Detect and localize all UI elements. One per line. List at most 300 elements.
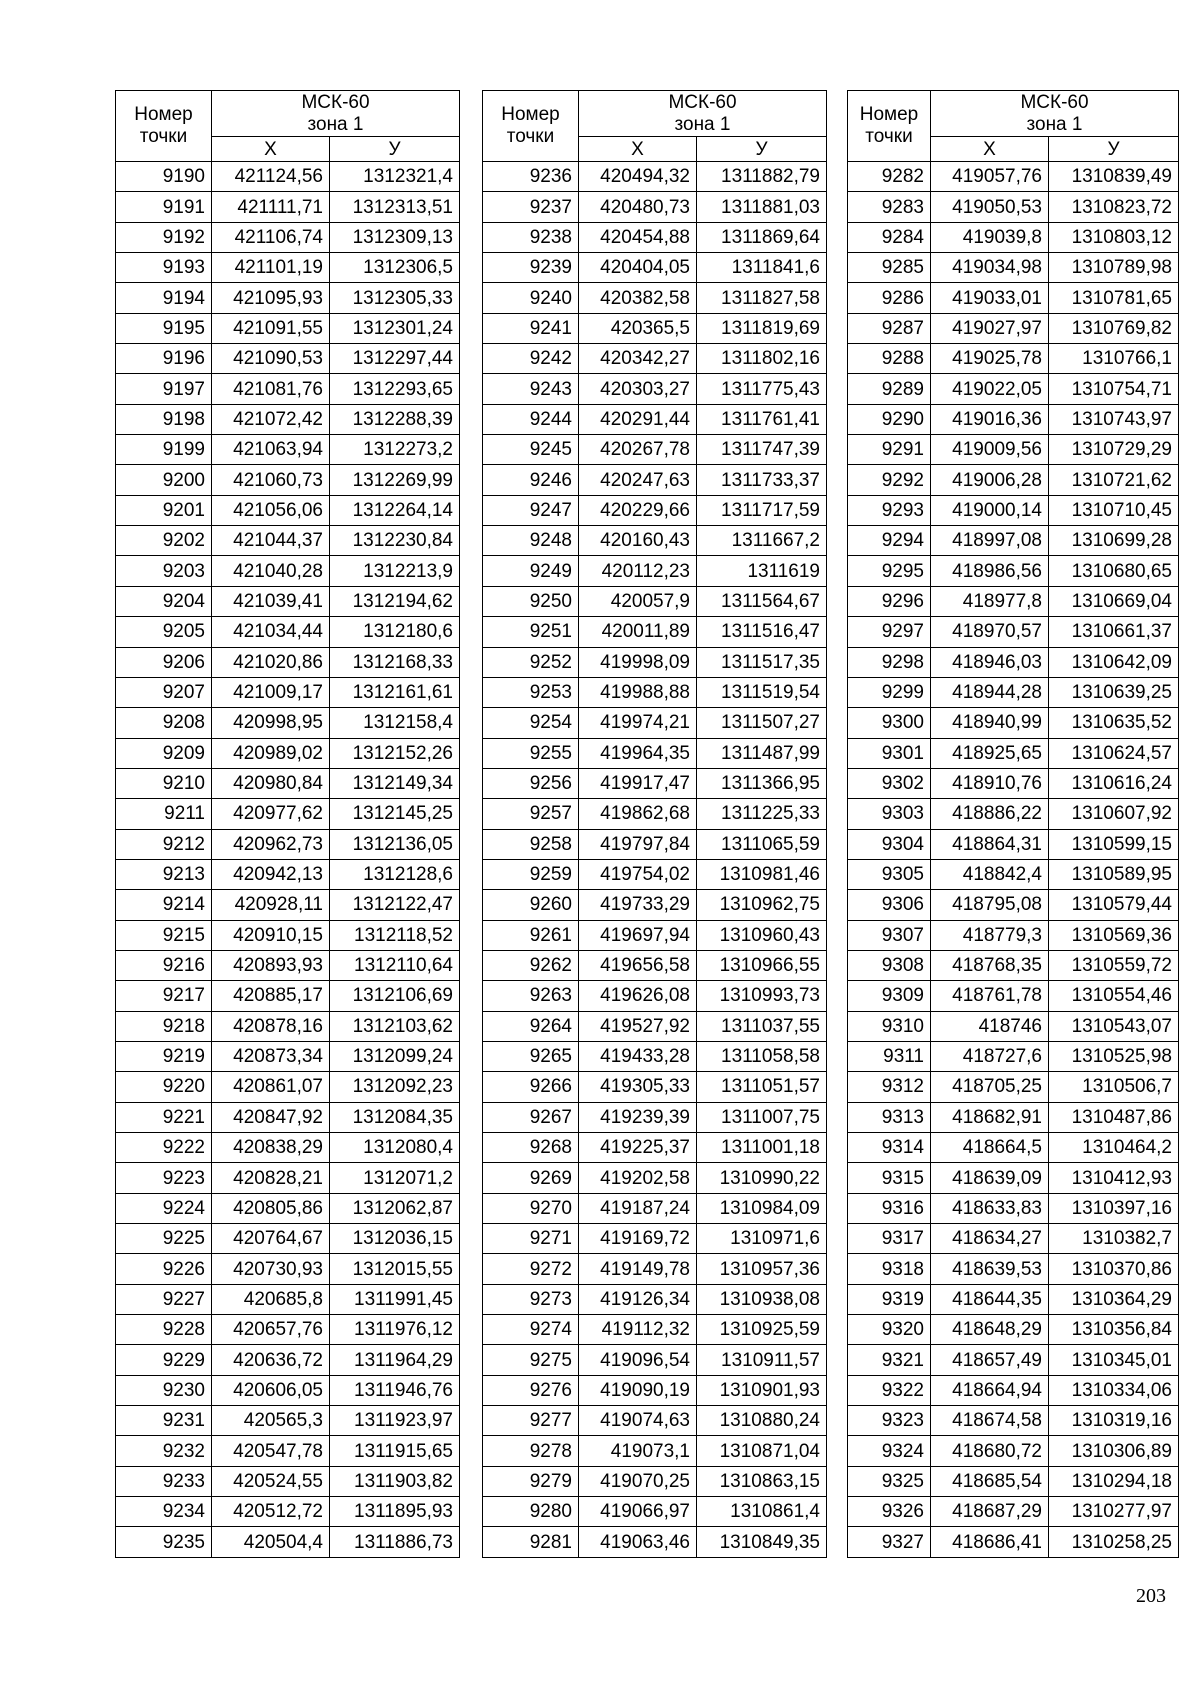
point-number-cell: 9326 — [848, 1497, 931, 1527]
table-row — [483, 1072, 827, 1102]
y-coordinate-cell: 1310849,35 — [697, 1527, 827, 1557]
point-number-cell: 9198 — [116, 404, 212, 434]
table-row — [848, 313, 1179, 343]
table-row — [483, 890, 827, 920]
y-coordinate-cell: 1311976,12 — [330, 1315, 460, 1345]
y-coordinate-cell: 1311802,16 — [697, 344, 827, 374]
table-row — [483, 313, 827, 343]
point-number-cell: 9291 — [848, 435, 931, 465]
x-coordinate-cell: 420160,43 — [579, 526, 697, 556]
table-row — [848, 920, 1179, 950]
y-coordinate-cell: 1312062,87 — [330, 1193, 460, 1223]
point-number-header-label: Номер точки — [859, 104, 919, 147]
x-coordinate-cell: 418886,22 — [931, 799, 1049, 829]
point-number-cell: 9232 — [116, 1436, 212, 1466]
y-coordinate-cell: 1310258,25 — [1049, 1527, 1179, 1557]
x-coordinate-cell: 420828,21 — [212, 1163, 330, 1193]
y-coordinate-cell: 1312122,47 — [330, 890, 460, 920]
x-coordinate-cell: 418727,6 — [931, 1041, 1049, 1071]
table-row — [483, 920, 827, 950]
point-number-cell: 9265 — [483, 1041, 579, 1071]
table-row — [116, 1072, 460, 1102]
y-coordinate-cell: 1310412,93 — [1049, 1163, 1179, 1193]
y-coordinate-cell: 1312118,52 — [330, 920, 460, 950]
table-row — [848, 1375, 1179, 1405]
x-coordinate-cell: 419149,78 — [579, 1254, 697, 1284]
table-body — [848, 162, 1179, 1558]
y-coordinate-cell: 1312180,6 — [330, 617, 460, 647]
y-coordinate-cell: 1310554,46 — [1049, 981, 1179, 1011]
table-row — [848, 647, 1179, 677]
x-coordinate-cell: 419096,54 — [579, 1345, 697, 1375]
point-number-cell: 9229 — [116, 1345, 212, 1375]
y-coordinate-cell: 1311903,82 — [330, 1466, 460, 1496]
y-coordinate-cell: 1312305,33 — [330, 283, 460, 313]
y-coordinate-cell: 1310370,86 — [1049, 1254, 1179, 1284]
x-coordinate-cell: 418664,5 — [931, 1133, 1049, 1163]
y-coordinate-cell: 1310616,24 — [1049, 768, 1179, 798]
point-number-cell: 9247 — [483, 495, 579, 525]
point-number-cell: 9244 — [483, 404, 579, 434]
table-row — [116, 192, 460, 222]
x-coordinate-cell: 420657,76 — [212, 1315, 330, 1345]
y-coordinate-cell: 1312293,65 — [330, 374, 460, 404]
table-row — [848, 1284, 1179, 1314]
x-coordinate-cell: 420838,29 — [212, 1133, 330, 1163]
x-coordinate-cell: 421039,41 — [212, 586, 330, 616]
table-row — [848, 1436, 1179, 1466]
x-coordinate-cell: 419626,08 — [579, 981, 697, 1011]
x-coordinate-cell: 419066,97 — [579, 1497, 697, 1527]
y-coordinate-cell: 1310966,55 — [697, 950, 827, 980]
table-row — [483, 374, 827, 404]
point-number-cell: 9212 — [116, 829, 212, 859]
y-coordinate-cell: 1310880,24 — [697, 1406, 827, 1436]
y-coordinate-cell: 1312269,99 — [330, 465, 460, 495]
y-column-header: У — [330, 137, 460, 162]
table-row — [848, 465, 1179, 495]
x-coordinate-cell: 419862,68 — [579, 799, 697, 829]
x-coordinate-cell: 418795,08 — [931, 890, 1049, 920]
y-coordinate-cell: 1312301,24 — [330, 313, 460, 343]
y-coordinate-cell: 1310277,97 — [1049, 1497, 1179, 1527]
y-coordinate-cell: 1310925,59 — [697, 1315, 827, 1345]
y-coordinate-cell: 1310356,84 — [1049, 1315, 1179, 1345]
point-number-cell: 9306 — [848, 890, 931, 920]
point-number-cell: 9323 — [848, 1406, 931, 1436]
table-row — [483, 1163, 827, 1193]
point-number-cell: 9259 — [483, 859, 579, 889]
x-coordinate-cell: 418970,57 — [931, 617, 1049, 647]
table-row — [483, 1375, 827, 1405]
y-coordinate-cell: 1310680,65 — [1049, 556, 1179, 586]
y-coordinate-cell: 1310699,28 — [1049, 526, 1179, 556]
y-coordinate-cell: 1310635,52 — [1049, 708, 1179, 738]
point-number-cell: 9275 — [483, 1345, 579, 1375]
point-number-cell: 9300 — [848, 708, 931, 738]
y-coordinate-cell: 1310861,4 — [697, 1497, 827, 1527]
x-coordinate-cell: 419074,63 — [579, 1406, 697, 1436]
x-coordinate-cell: 419027,97 — [931, 313, 1049, 343]
x-coordinate-cell: 419112,32 — [579, 1315, 697, 1345]
point-number-cell: 9311 — [848, 1041, 931, 1071]
table-row — [116, 950, 460, 980]
point-number-cell: 9221 — [116, 1102, 212, 1132]
crs-header — [931, 91, 1179, 137]
point-number-cell: 9195 — [116, 313, 212, 343]
point-number-cell: 9228 — [116, 1315, 212, 1345]
point-number-cell: 9298 — [848, 647, 931, 677]
point-number-header — [116, 91, 212, 162]
y-coordinate-cell: 1311007,75 — [697, 1102, 827, 1132]
table-row — [116, 1193, 460, 1223]
point-number-cell: 9254 — [483, 708, 579, 738]
y-coordinate-cell: 1312128,6 — [330, 859, 460, 889]
x-coordinate-cell: 421060,73 — [212, 465, 330, 495]
x-coordinate-cell: 418644,35 — [931, 1284, 1049, 1314]
coordinates-table-3 — [847, 90, 1179, 1558]
y-coordinate-cell: 1310729,29 — [1049, 435, 1179, 465]
y-coordinate-cell: 1311564,67 — [697, 586, 827, 616]
x-coordinate-cell: 421101,19 — [212, 253, 330, 283]
point-number-cell: 9190 — [116, 162, 212, 192]
point-number-cell: 9309 — [848, 981, 931, 1011]
y-coordinate-cell: 1310743,97 — [1049, 404, 1179, 434]
x-coordinate-cell: 418925,65 — [931, 738, 1049, 768]
y-coordinate-cell: 1310823,72 — [1049, 192, 1179, 222]
table-row — [848, 1466, 1179, 1496]
x-coordinate-cell: 421056,06 — [212, 495, 330, 525]
point-number-cell: 9250 — [483, 586, 579, 616]
table-row — [848, 283, 1179, 313]
table-row — [483, 586, 827, 616]
table-row — [116, 1315, 460, 1345]
x-coordinate-cell: 420730,93 — [212, 1254, 330, 1284]
point-number-cell: 9209 — [116, 738, 212, 768]
point-number-header — [483, 91, 579, 162]
y-coordinate-cell: 1312015,55 — [330, 1254, 460, 1284]
y-coordinate-cell: 1311487,99 — [697, 738, 827, 768]
point-number-cell: 9210 — [116, 768, 212, 798]
x-coordinate-cell: 420998,95 — [212, 708, 330, 738]
table-row — [483, 222, 827, 252]
x-column-header: Х — [931, 137, 1049, 162]
y-coordinate-cell: 1310911,57 — [697, 1345, 827, 1375]
y-coordinate-cell: 1312152,26 — [330, 738, 460, 768]
table-row — [848, 1497, 1179, 1527]
x-coordinate-cell: 419126,34 — [579, 1284, 697, 1314]
point-number-cell: 9224 — [116, 1193, 212, 1223]
y-coordinate-cell: 1310464,2 — [1049, 1133, 1179, 1163]
point-number-cell: 9318 — [848, 1254, 931, 1284]
y-coordinate-cell: 1310589,95 — [1049, 859, 1179, 889]
y-coordinate-cell: 1310543,07 — [1049, 1011, 1179, 1041]
point-number-cell: 9219 — [116, 1041, 212, 1071]
x-coordinate-cell: 418674,58 — [931, 1406, 1049, 1436]
table-row — [483, 1527, 827, 1557]
table-row — [483, 1284, 827, 1314]
point-number-cell: 9258 — [483, 829, 579, 859]
x-coordinate-cell: 419988,88 — [579, 677, 697, 707]
x-coordinate-cell: 420962,73 — [212, 829, 330, 859]
x-coordinate-cell: 418977,8 — [931, 586, 1049, 616]
y-coordinate-cell: 1310642,09 — [1049, 647, 1179, 677]
x-coordinate-cell: 419033,01 — [931, 283, 1049, 313]
table-row — [483, 981, 827, 1011]
table-row — [116, 495, 460, 525]
point-number-cell: 9317 — [848, 1224, 931, 1254]
point-number-cell: 9304 — [848, 829, 931, 859]
y-coordinate-cell: 1311733,37 — [697, 465, 827, 495]
x-coordinate-cell: 421106,74 — [212, 222, 330, 252]
crs-header — [212, 91, 460, 137]
table-row — [848, 950, 1179, 980]
table-row — [848, 859, 1179, 889]
table-row — [848, 192, 1179, 222]
point-number-cell: 9297 — [848, 617, 931, 647]
x-coordinate-cell: 420885,17 — [212, 981, 330, 1011]
table-row — [483, 435, 827, 465]
y-coordinate-cell: 1310364,29 — [1049, 1284, 1179, 1314]
x-coordinate-cell: 420910,15 — [212, 920, 330, 950]
x-coordinate-cell: 420267,78 — [579, 435, 697, 465]
table-row — [848, 677, 1179, 707]
x-coordinate-cell: 419187,24 — [579, 1193, 697, 1223]
table-row — [116, 283, 460, 313]
table-row — [116, 1284, 460, 1314]
x-coordinate-cell: 421009,17 — [212, 677, 330, 707]
y-coordinate-cell: 1310863,15 — [697, 1466, 827, 1496]
y-coordinate-cell: 1310993,73 — [697, 981, 827, 1011]
y-column-header: У — [1049, 137, 1179, 162]
x-coordinate-cell: 421063,94 — [212, 435, 330, 465]
x-coordinate-cell: 420057,9 — [579, 586, 697, 616]
point-number-cell: 9241 — [483, 313, 579, 343]
y-coordinate-cell: 1310962,75 — [697, 890, 827, 920]
table-row — [848, 829, 1179, 859]
point-number-cell: 9204 — [116, 586, 212, 616]
table-row — [483, 1193, 827, 1223]
x-coordinate-cell: 418648,29 — [931, 1315, 1049, 1345]
y-coordinate-cell: 1311037,55 — [697, 1011, 827, 1041]
x-coordinate-cell: 419433,28 — [579, 1041, 697, 1071]
x-coordinate-cell: 420685,8 — [212, 1284, 330, 1314]
x-coordinate-cell: 419239,39 — [579, 1102, 697, 1132]
y-coordinate-cell: 1311946,76 — [330, 1375, 460, 1405]
y-coordinate-cell: 1311895,93 — [330, 1497, 460, 1527]
y-coordinate-cell: 1311841,6 — [697, 253, 827, 283]
y-coordinate-cell: 1310334,06 — [1049, 1375, 1179, 1405]
x-coordinate-cell: 418986,56 — [931, 556, 1049, 586]
x-coordinate-cell: 420480,73 — [579, 192, 697, 222]
point-number-cell: 9211 — [116, 799, 212, 829]
x-coordinate-cell: 418946,03 — [931, 647, 1049, 677]
point-number-cell: 9220 — [116, 1072, 212, 1102]
x-coordinate-cell: 420247,63 — [579, 465, 697, 495]
y-coordinate-cell: 1310669,04 — [1049, 586, 1179, 616]
y-coordinate-cell: 1310721,62 — [1049, 465, 1179, 495]
x-coordinate-cell: 418686,41 — [931, 1527, 1049, 1557]
x-column-header: Х — [212, 137, 330, 162]
x-coordinate-cell: 419225,37 — [579, 1133, 697, 1163]
table-row — [116, 1163, 460, 1193]
point-number-cell: 9196 — [116, 344, 212, 374]
point-number-cell: 9255 — [483, 738, 579, 768]
x-coordinate-cell: 420229,66 — [579, 495, 697, 525]
y-coordinate-cell: 1312230,84 — [330, 526, 460, 556]
table-row — [483, 768, 827, 798]
coordinates-table-2 — [482, 90, 827, 1558]
point-number-cell: 9249 — [483, 556, 579, 586]
table-row — [848, 1041, 1179, 1071]
table-row — [116, 222, 460, 252]
point-number-cell: 9280 — [483, 1497, 579, 1527]
x-coordinate-cell: 419063,46 — [579, 1527, 697, 1557]
table-row — [483, 738, 827, 768]
point-number-cell: 9325 — [848, 1466, 931, 1496]
table-row — [848, 253, 1179, 283]
x-coordinate-cell: 420382,58 — [579, 283, 697, 313]
table-row — [116, 313, 460, 343]
y-coordinate-cell: 1312321,4 — [330, 162, 460, 192]
y-coordinate-cell: 1310781,65 — [1049, 283, 1179, 313]
table-row — [483, 1133, 827, 1163]
y-coordinate-cell: 1312213,9 — [330, 556, 460, 586]
point-number-cell: 9286 — [848, 283, 931, 313]
table-row — [848, 708, 1179, 738]
y-coordinate-cell: 1310938,08 — [697, 1284, 827, 1314]
y-coordinate-cell: 1310754,71 — [1049, 374, 1179, 404]
table-row — [116, 404, 460, 434]
point-number-cell: 9240 — [483, 283, 579, 313]
table-row — [116, 1011, 460, 1041]
table-row — [116, 465, 460, 495]
point-number-cell: 9316 — [848, 1193, 931, 1223]
y-coordinate-cell: 1310487,86 — [1049, 1102, 1179, 1132]
x-coordinate-cell: 420524,55 — [212, 1466, 330, 1496]
table-row — [483, 404, 827, 434]
table-row — [848, 374, 1179, 404]
x-coordinate-cell: 420494,32 — [579, 162, 697, 192]
table-row — [483, 1466, 827, 1496]
x-coordinate-cell: 420847,92 — [212, 1102, 330, 1132]
table-row — [116, 890, 460, 920]
table-row — [848, 1224, 1179, 1254]
point-number-cell: 9274 — [483, 1315, 579, 1345]
x-coordinate-cell: 420606,05 — [212, 1375, 330, 1405]
point-number-cell: 9305 — [848, 859, 931, 889]
point-number-cell: 9322 — [848, 1375, 931, 1405]
table-row — [116, 162, 460, 192]
point-number-cell: 9260 — [483, 890, 579, 920]
x-coordinate-cell: 419073,1 — [579, 1436, 697, 1466]
y-coordinate-cell: 1312309,13 — [330, 222, 460, 252]
x-coordinate-cell: 418664,94 — [931, 1375, 1049, 1405]
table-row — [483, 617, 827, 647]
point-number-cell: 9312 — [848, 1072, 931, 1102]
point-number-cell: 9238 — [483, 222, 579, 252]
y-coordinate-cell: 1312103,62 — [330, 1011, 460, 1041]
table-row — [483, 1406, 827, 1436]
point-number-cell: 9233 — [116, 1466, 212, 1496]
y-coordinate-cell: 1310559,72 — [1049, 950, 1179, 980]
table-row — [848, 1193, 1179, 1223]
point-number-cell: 9314 — [848, 1133, 931, 1163]
x-coordinate-cell: 420893,93 — [212, 950, 330, 980]
y-coordinate-cell: 1310766,1 — [1049, 344, 1179, 374]
table-row — [116, 344, 460, 374]
point-number-cell: 9243 — [483, 374, 579, 404]
point-number-cell: 9287 — [848, 313, 931, 343]
table-row — [848, 738, 1179, 768]
y-coordinate-cell: 1311819,69 — [697, 313, 827, 343]
x-coordinate-cell: 419016,36 — [931, 404, 1049, 434]
y-coordinate-cell: 1311761,41 — [697, 404, 827, 434]
table-row — [483, 829, 827, 859]
y-coordinate-cell: 1310990,22 — [697, 1163, 827, 1193]
table-row — [116, 1436, 460, 1466]
x-coordinate-cell: 420928,11 — [212, 890, 330, 920]
point-number-cell: 9276 — [483, 1375, 579, 1405]
table-row — [848, 435, 1179, 465]
y-coordinate-cell: 1312136,05 — [330, 829, 460, 859]
y-coordinate-cell: 1312036,15 — [330, 1224, 460, 1254]
table-row — [116, 526, 460, 556]
y-coordinate-cell: 1310789,98 — [1049, 253, 1179, 283]
x-coordinate-cell: 418864,31 — [931, 829, 1049, 859]
point-number-cell: 9235 — [116, 1527, 212, 1557]
y-coordinate-cell: 1311507,27 — [697, 708, 827, 738]
table-row — [848, 344, 1179, 374]
point-number-cell: 9217 — [116, 981, 212, 1011]
point-number-cell: 9269 — [483, 1163, 579, 1193]
table-row — [483, 799, 827, 829]
x-coordinate-cell: 418842,4 — [931, 859, 1049, 889]
point-number-cell: 9197 — [116, 374, 212, 404]
y-coordinate-cell: 1311065,59 — [697, 829, 827, 859]
x-coordinate-cell: 419733,29 — [579, 890, 697, 920]
y-coordinate-cell: 1311667,2 — [697, 526, 827, 556]
point-number-cell: 9245 — [483, 435, 579, 465]
x-coordinate-cell: 419090,19 — [579, 1375, 697, 1405]
x-coordinate-cell: 419057,76 — [931, 162, 1049, 192]
point-number-cell: 9308 — [848, 950, 931, 980]
crs-header — [579, 91, 827, 137]
table-row — [483, 465, 827, 495]
x-coordinate-cell: 419754,02 — [579, 859, 697, 889]
y-coordinate-cell: 1310345,01 — [1049, 1345, 1179, 1375]
table-body — [483, 162, 827, 1558]
table-row — [116, 1041, 460, 1071]
point-number-cell: 9191 — [116, 192, 212, 222]
y-coordinate-cell: 1311001,18 — [697, 1133, 827, 1163]
x-coordinate-cell: 419050,53 — [931, 192, 1049, 222]
y-coordinate-cell: 1310525,98 — [1049, 1041, 1179, 1071]
point-number-cell: 9216 — [116, 950, 212, 980]
point-number-cell: 9208 — [116, 708, 212, 738]
y-coordinate-cell: 1310639,25 — [1049, 677, 1179, 707]
point-number-cell: 9201 — [116, 495, 212, 525]
point-number-cell: 9263 — [483, 981, 579, 1011]
x-coordinate-cell: 418639,09 — [931, 1163, 1049, 1193]
x-coordinate-cell: 421095,93 — [212, 283, 330, 313]
table-row — [848, 162, 1179, 192]
y-coordinate-cell: 1311964,29 — [330, 1345, 460, 1375]
table-row — [848, 1163, 1179, 1193]
y-coordinate-cell: 1312099,24 — [330, 1041, 460, 1071]
x-coordinate-cell: 418944,28 — [931, 677, 1049, 707]
y-coordinate-cell: 1310306,89 — [1049, 1436, 1179, 1466]
